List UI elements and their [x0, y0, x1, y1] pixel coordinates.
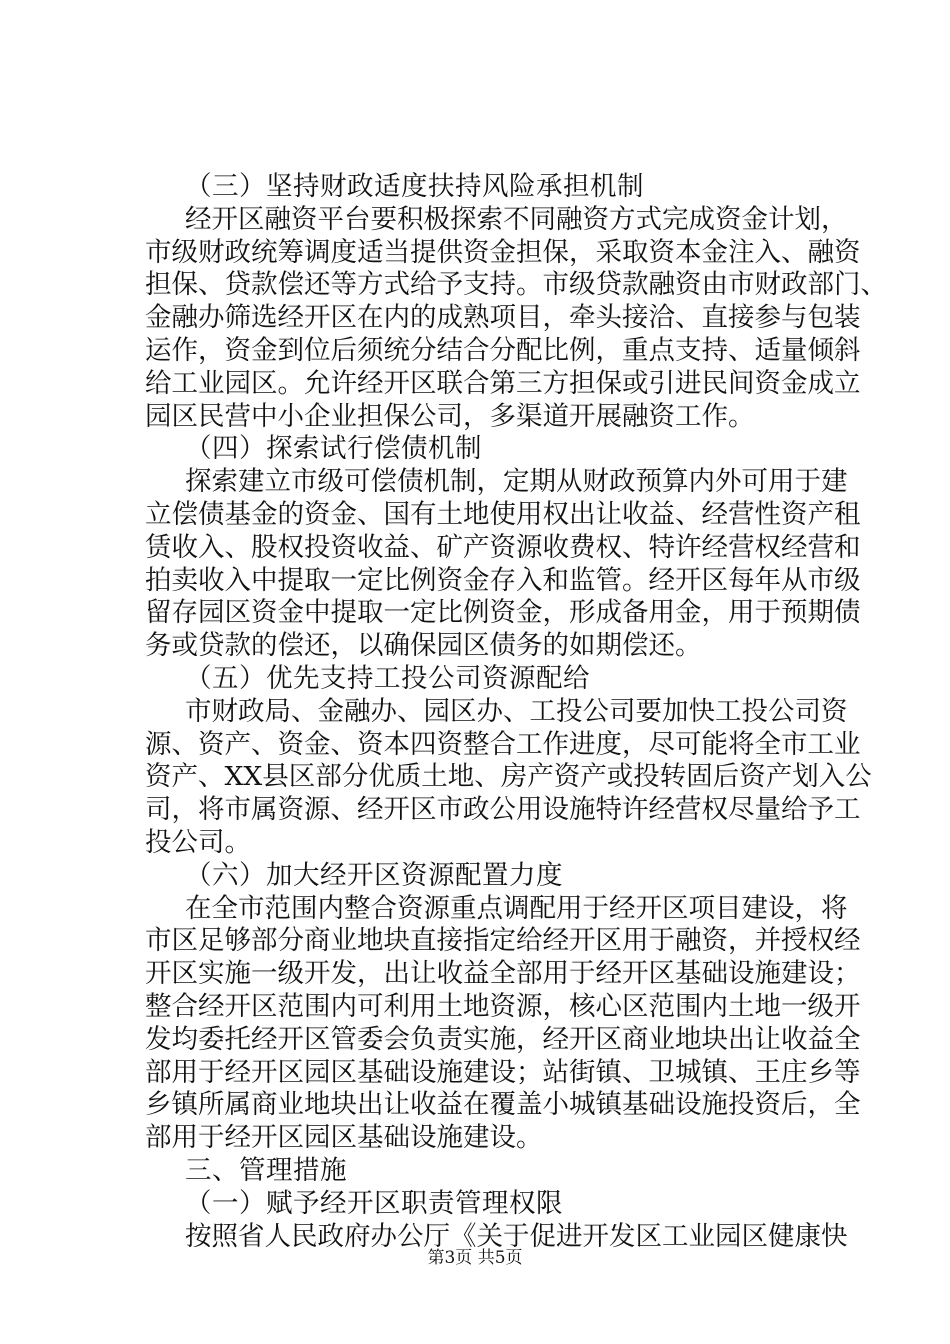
paragraph-line: 部用于经开区园区基础设施建设；站街镇、卫城镇、王庄乡等 [145, 1056, 861, 1088]
section-heading: （四）探索试行偿债机制 [185, 433, 482, 465]
section-heading: （三）坚持财政适度扶持风险承担机制 [185, 171, 644, 202]
paragraph-line: 部用于经开区园区基础设施建设。 [145, 1122, 543, 1154]
paragraph-line: 整合经开区范围内可利用土地资源，核心区范围内土地一级开 [145, 991, 861, 1022]
paragraph-line: 运作，资金到位后须统分结合分配比例，重点支持、适量倾斜 [145, 335, 861, 366]
paragraph-line: 在全市范围内整合资源重点调配用于经开区项目建设，将 [185, 892, 848, 924]
paragraph-line: 市财政局、金融办、园区办、工投公司要加快工投公司资 [185, 695, 848, 727]
paragraph-line: 开区实施一级开发，出让收益全部用于经开区基础设施建设； [145, 958, 861, 990]
paragraph-line: 发均委托经开区管委会负责实施，经开区商业地块出让收益全 [145, 1023, 861, 1055]
paragraph-line: 投公司。 [145, 827, 251, 858]
section-heading: 三、管理措施 [185, 1155, 347, 1186]
section-heading: （六）加大经开区资源配置力度 [185, 859, 563, 891]
paragraph-line: 担保、贷款偿还等方式给予支持。市级贷款融资由市财政部门、 [145, 269, 887, 301]
paragraph-line: 拍卖收入中提取一定比例资金存入和监管。经开区每年从市级 [145, 564, 861, 596]
paragraph-line: 源、资产、资金、资本四资整合工作进度，尽可能将全市工业 [145, 728, 861, 760]
paragraph-line: 市级财政统筹调度适当提供资金担保，采取资本金注入、融资 [145, 236, 861, 268]
paragraph-line: 给工业园区。允许经开区联合第三方担保或引进民间资金成立 [145, 367, 861, 399]
paragraph-line: 按照省人民政府办公厅《关于促进开发区工业园区健康快 [185, 1220, 848, 1252]
page-footer: 第3页 共5页 [427, 1248, 523, 1268]
paragraph-line: 司，将市属资源、经开区市政公用设施特许经营权尽量给予工 [145, 794, 861, 826]
paragraph-line: 金融办筛选经开区在内的成熟项目，牵头接洽、直接参与包装 [145, 302, 861, 334]
paragraph-line: 资产、XX县区部分优质土地、房产资产或投转固后资产划入公 [145, 761, 872, 793]
section-heading: （五）优先支持工投公司资源配给 [185, 663, 590, 694]
paragraph-line: 经开区融资平台要积极探索不同融资方式完成资金计划， [185, 203, 848, 235]
paragraph-line: 留存园区资金中提取一定比例资金，形成备用金，用于预期债 [145, 597, 861, 629]
paragraph-line: 市区足够部分商业地块直接指定给经开区用于融资，并授权经 [145, 925, 861, 957]
paragraph-line: 赁收入、股权投资收益、矿产资源收费权、特许经营权经营和 [145, 531, 861, 563]
paragraph-line: 乡镇所属商业地块出让收益在覆盖小城镇基础设施投资后，全 [145, 1089, 861, 1121]
paragraph-line: 园区民营中小企业担保公司，多渠道开展融资工作。 [145, 400, 755, 432]
paragraph-line: 务或贷款的偿还，以确保园区债务的如期偿还。 [145, 630, 702, 662]
section-heading: （一）赋予经开区职责管理权限 [185, 1187, 563, 1219]
paragraph-line: 探索建立市级可偿债机制，定期从财政预算内外可用于建 [185, 466, 848, 498]
paragraph-line: 立偿债基金的资金、国有土地使用权出让收益、经营性资产租 [145, 499, 861, 530]
